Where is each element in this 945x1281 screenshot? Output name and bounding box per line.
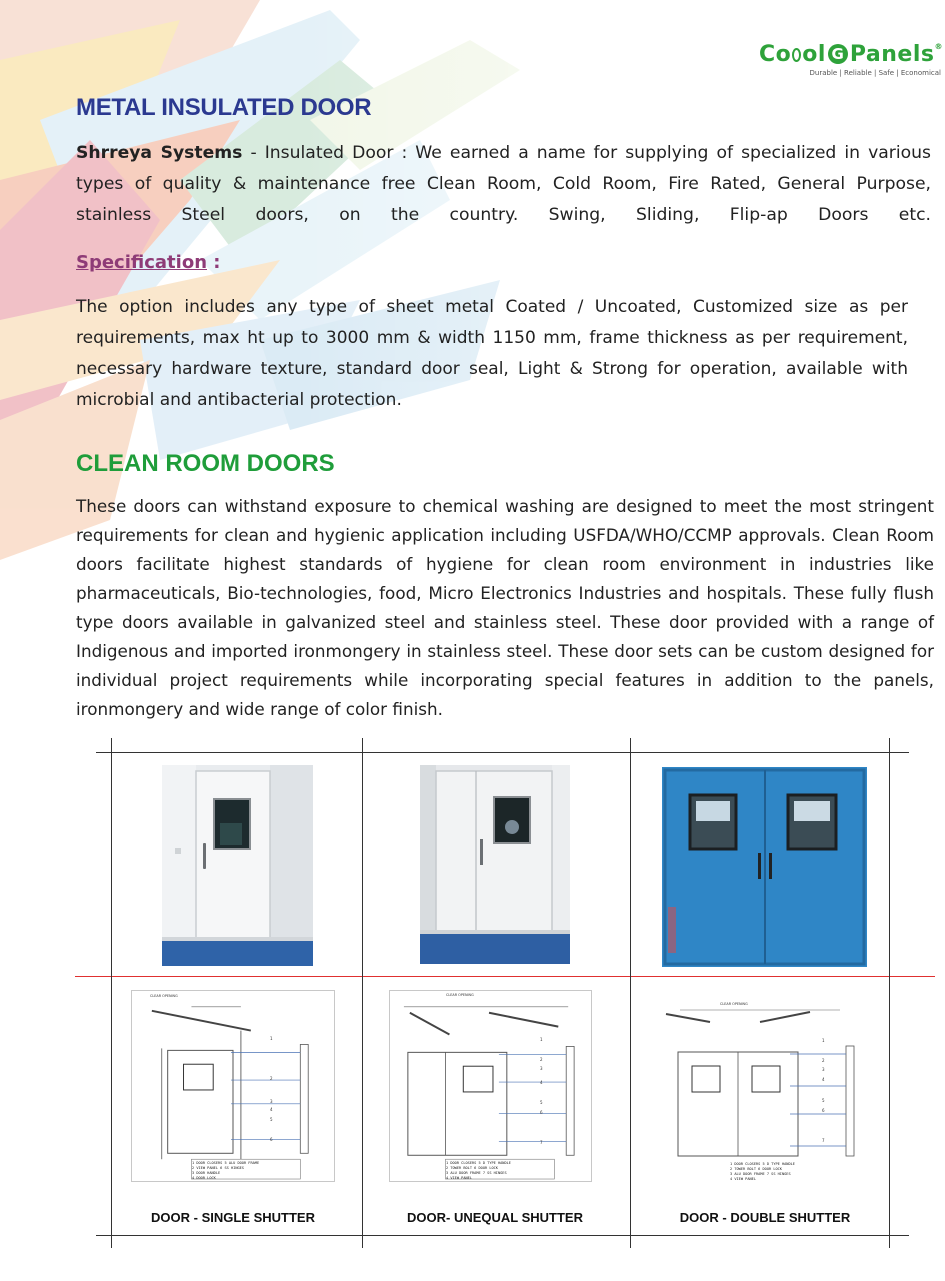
legend-num: 3 xyxy=(730,1172,733,1176)
unequal-drawing-callout-4: 4 xyxy=(540,1080,543,1085)
double-drawing-callout-7: 7 xyxy=(822,1138,825,1143)
specification-label: Specification xyxy=(76,252,208,273)
door-types-grid xyxy=(0,730,945,1250)
logo-registered-mark: ® xyxy=(934,42,943,51)
clean-room-paragraph: These doors can withstand exposure to chemical washing are designed to meet the most stringent requirements for clean and hygienic application including USFDA/WHO/CCMP approvals. Clean Room doors facilitate highest standards of hygiene for clean room environment in industries like pharmaceuticals, Bio-technologies, food, Micro Electronics Industries and hospitals. These fully flush type doors available in galvanized steel and stainless steel. These door provided with a range of Indigenous and imported ironmongery in stainless steel. These door sets can be custom designed for individual project requirements while incorporating special features in addition to the panels, ironmongery and wide range of color finish. xyxy=(76,496,934,719)
single-drawing-callout-4: 4 xyxy=(270,1107,273,1112)
company-name: Shrreya Systems xyxy=(76,143,243,163)
logo-text-ol: ol xyxy=(802,42,826,67)
legend-item: DOOR LOCK xyxy=(196,1176,216,1180)
legend-row xyxy=(730,1177,868,1182)
legend-num: 3 xyxy=(446,1171,449,1175)
single-drawing-callout-5: 5 xyxy=(270,1117,273,1122)
legend-num: 6 xyxy=(220,1166,223,1170)
specification-paragraph: The option includes any type of sheet metal Coated / Uncoated, Customized size as per requirements, max ht up to 3000 mm & width 1150 mm, frame thickness as per requirement, necessary hardware texture, standard door seal, Light & Strong for operation, available with microbial and antibacterial protection. xyxy=(76,297,908,410)
single-shutter-drawing xyxy=(131,990,335,1182)
legend-item: ALU DOOR FRAME xyxy=(734,1172,765,1176)
single-drawing-callout-1: 1 xyxy=(270,1036,273,1041)
legend-item: DOOR LOCK xyxy=(478,1166,498,1170)
legend-num: 1 xyxy=(192,1161,195,1165)
double-shutter-photo xyxy=(662,767,867,967)
specification-heading xyxy=(76,252,220,273)
legend-num: 5 xyxy=(224,1161,227,1165)
legend-item: SS HINGES xyxy=(487,1171,507,1175)
unequal-shutter-photo xyxy=(420,765,570,964)
legend-num: 1 xyxy=(730,1162,733,1166)
single-drawing-clear-opening-label: CLEAR OPENING xyxy=(150,994,178,998)
legend-item: SS HINGES xyxy=(224,1166,244,1170)
legend-num: 2 xyxy=(446,1166,449,1170)
legend-item: DOOR HANDLE xyxy=(196,1171,221,1175)
caption-unequal-shutter: DOOR- UNEQUAL SHUTTER xyxy=(407,1210,583,1225)
grid-line-top xyxy=(96,752,909,753)
single-drawing-callout-3: 3 xyxy=(270,1099,273,1104)
grid-line-col-2 xyxy=(362,738,363,1248)
caption-double-shutter: DOOR - DOUBLE SHUTTER xyxy=(679,1210,851,1225)
unequal-drawing-callout-7: 7 xyxy=(540,1140,543,1145)
legend-num: 4 xyxy=(446,1176,449,1180)
section-title-metal-insulated-door: METAL INSULATED DOOR xyxy=(76,94,372,121)
unequal-drawing-legend xyxy=(446,1161,572,1181)
single-drawing-legend xyxy=(192,1161,316,1181)
legend-item: VIEW PANEL xyxy=(734,1177,756,1181)
double-drawing-callout-3: 3 xyxy=(822,1067,825,1072)
unequal-drawing-callout-1: 1 xyxy=(540,1037,543,1042)
legend-item: ALU DOOR FRAME xyxy=(450,1171,481,1175)
legend-num: 1 xyxy=(446,1161,449,1165)
intro-text: - Insulated Door : We earned a name for supplying of specialized in various types of quality & maintenance free Clean Room, Cold Room, Fire Rated, General Purpose, stainless Steel doors, on the country. Swing, Sliding, Flip-ap Doors etc. xyxy=(76,143,931,225)
double-drawing-callout-1: 1 xyxy=(822,1038,825,1043)
grid-line-col-4 xyxy=(889,738,890,1248)
legend-num: 3 xyxy=(192,1171,195,1175)
legend-num: 6 xyxy=(474,1166,477,1170)
legend-num: 2 xyxy=(192,1166,195,1170)
unequal-drawing-callout-3: 3 xyxy=(540,1066,543,1071)
legend-num: 5 xyxy=(762,1162,765,1166)
double-drawing-callout-5: 5 xyxy=(822,1098,825,1103)
brand-logo xyxy=(745,40,945,80)
double-drawing-legend xyxy=(730,1162,868,1182)
legend-item: D TYPE HANDLE xyxy=(482,1161,511,1165)
unequal-drawing-callout-6: 6 xyxy=(540,1110,543,1115)
logo-ring-icon xyxy=(792,48,801,62)
logo-tagline: Durable | Reliable | Safe | Economical xyxy=(809,69,941,77)
double-drawing-callout-6: 6 xyxy=(822,1108,825,1113)
legend-item: DOOR CLOSERS xyxy=(450,1161,477,1165)
legend-item: TOWER BOLT xyxy=(734,1167,756,1171)
legend-num: 7 xyxy=(482,1171,485,1175)
double-shutter-drawing xyxy=(660,1002,870,1187)
unequal-shutter-drawing xyxy=(389,990,592,1182)
legend-row xyxy=(446,1176,572,1181)
legend-item: D TYPE HANDLE xyxy=(766,1162,795,1166)
logo-g-badge: G xyxy=(828,44,848,64)
section-title-clean-room-doors: CLEAN ROOM DOORS xyxy=(76,450,335,477)
grid-line-col-3 xyxy=(630,738,631,1248)
legend-num: 4 xyxy=(192,1176,195,1180)
legend-num: 2 xyxy=(730,1167,733,1171)
legend-item: TOWER BOLT xyxy=(450,1166,472,1170)
legend-item: ALU DOOR FRAME xyxy=(228,1161,260,1165)
legend-item: DOOR CLOSERS xyxy=(734,1162,761,1166)
grid-line-middle-red xyxy=(75,976,935,977)
grid-line-bottom xyxy=(96,1235,909,1236)
legend-item: VIEW PANEL xyxy=(450,1176,472,1180)
caption-single-shutter: DOOR - SINGLE SHUTTER xyxy=(151,1210,315,1225)
legend-num: 6 xyxy=(758,1167,761,1171)
legend-num: 7 xyxy=(766,1172,769,1176)
legend-row xyxy=(192,1176,316,1181)
specification-colon: : xyxy=(207,252,221,273)
logo-text-co: Co xyxy=(758,42,792,67)
legend-item: SS HINGES xyxy=(771,1172,791,1176)
legend-num: 5 xyxy=(478,1161,481,1165)
legend-item: VIEW PANEL xyxy=(196,1166,218,1170)
single-drawing-callout-6: 6 xyxy=(270,1137,273,1142)
logo-text-panels: Panels xyxy=(849,42,935,67)
legend-item: DOOR CLOSERS xyxy=(196,1161,223,1165)
unequal-drawing-callout-5: 5 xyxy=(540,1100,543,1105)
unequal-drawing-clear-opening-label: CLEAR OPENING xyxy=(446,993,474,997)
double-drawing-callout-2: 2 xyxy=(822,1058,825,1063)
unequal-drawing-callout-2: 2 xyxy=(540,1057,543,1062)
legend-item: DOOR LOCK xyxy=(762,1167,782,1171)
single-shutter-photo xyxy=(162,765,313,966)
legend-num: 4 xyxy=(730,1177,733,1181)
double-drawing-callout-4: 4 xyxy=(822,1077,825,1082)
double-drawing-clear-opening-label: CLEAR OPENING xyxy=(720,1002,748,1006)
logo-wordmark xyxy=(759,42,943,67)
intro-paragraph xyxy=(76,138,931,231)
single-drawing-callout-2: 2 xyxy=(270,1076,273,1081)
grid-line-col-1 xyxy=(111,738,112,1248)
